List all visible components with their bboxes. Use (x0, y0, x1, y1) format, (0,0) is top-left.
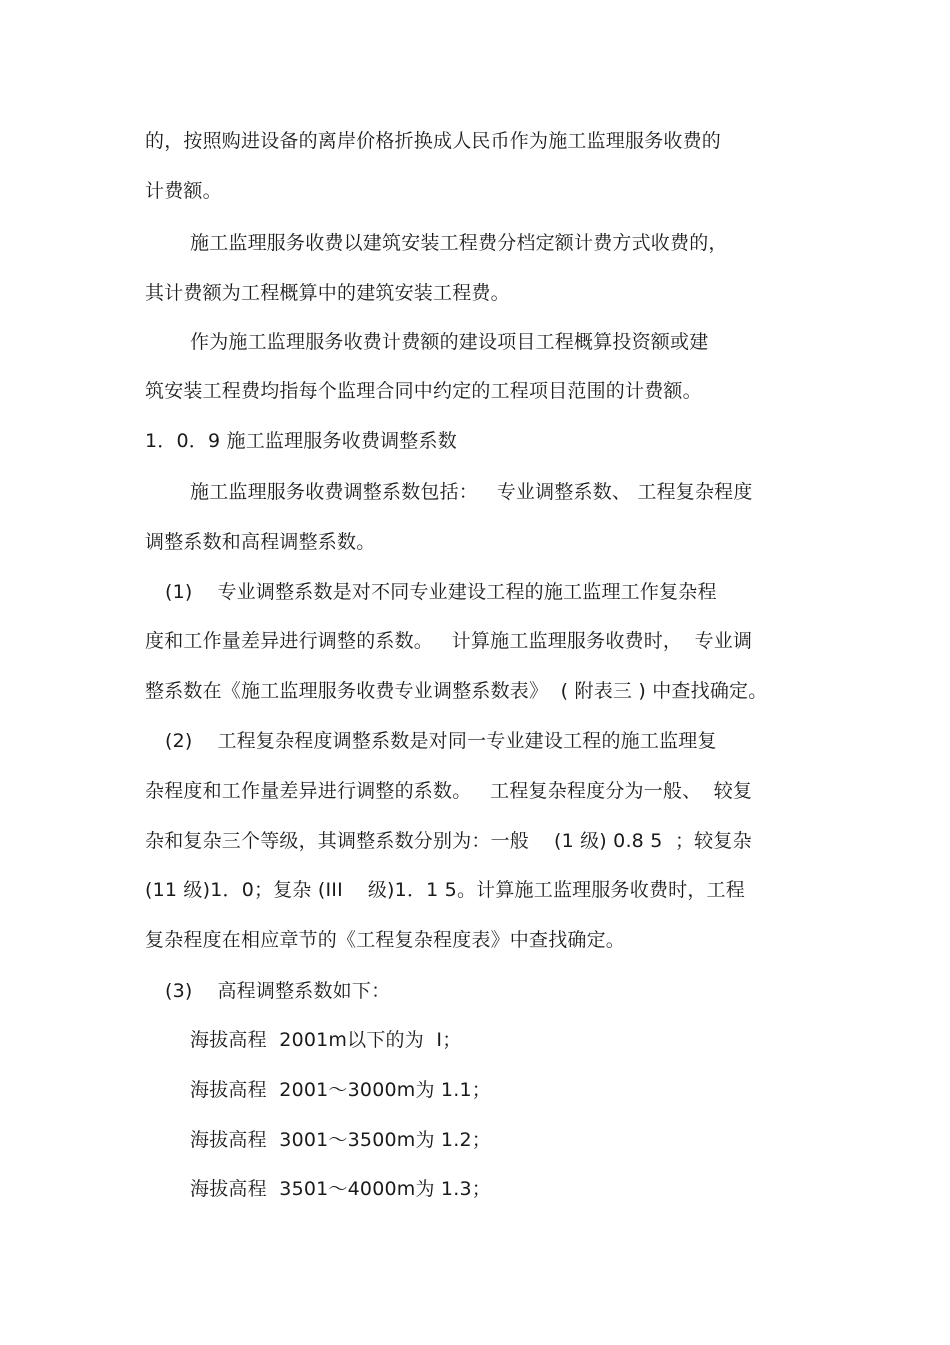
paragraph-line: 施工监理服务收费调整系数包括： 专业调整系数、 工程复杂程度 (190, 481, 753, 503)
altitude-item: 海拔高程 2001～3000m为 1.1； (190, 1079, 491, 1101)
paragraph-line: 度和工作量差异进行调整的系数。 计算施工监理服务收费时， 专业调 (145, 630, 753, 652)
paragraph-line: (11 级)1．0；复杂 (III 级)1．1 5。计算施工监理服务收费时，工程 (145, 879, 745, 901)
paragraph-line: 作为施工监理服务收费计费额的建设项目工程概算投资额或建 (190, 331, 709, 353)
paragraph-line: 计费额。 (145, 180, 222, 202)
altitude-item: 海拔高程 3501～4000m为 1.3； (190, 1178, 491, 1200)
paragraph-line: 的，按照购进设备的离岸价格折换成人民币作为施工监理服务收费的 (145, 130, 722, 152)
list-item-line: (1) 专业调整系数是对不同专业建设工程的施工监理工作复杂程 (165, 581, 717, 603)
paragraph-line: 其计费额为工程概算中的建筑安装工程费。 (145, 282, 510, 304)
section-heading: 1．0．9 施工监理服务收费调整系数 (145, 430, 457, 452)
paragraph-line: 整系数在《施工监理服务收费专业调整系数表》 ( 附表三 ) 中查找确定。 (145, 680, 768, 702)
paragraph-line: 杂程度和工作量差异进行调整的系数。 工程复杂程度分为一般、 较复 (145, 780, 753, 802)
paragraph-line: 施工监理服务收费以建筑安装工程费分档定额计费方式收费的， (190, 232, 728, 254)
list-item-line: (2) 工程复杂程度调整系数是对同一专业建设工程的施工监理复 (165, 730, 717, 752)
altitude-item: 海拔高程 2001m以下的为 I； (190, 1029, 462, 1051)
list-item-line: (3) 高程调整系数如下： (165, 980, 391, 1002)
paragraph-line: 杂和复杂三个等级，其调整系数分别为：一般 (1 级) 0.8 5 ；较复杂 (145, 830, 752, 852)
paragraph-line: 复杂程度在相应章节的《工程复杂程度表》中查找确定。 (145, 929, 626, 951)
paragraph-line: 调整系数和高程调整系数。 (145, 531, 376, 553)
altitude-item: 海拔高程 3001～3500m为 1.2； (190, 1129, 491, 1151)
paragraph-line: 筑安装工程费均指每个监理合同中约定的工程项目范围的计费额。 (145, 380, 702, 402)
